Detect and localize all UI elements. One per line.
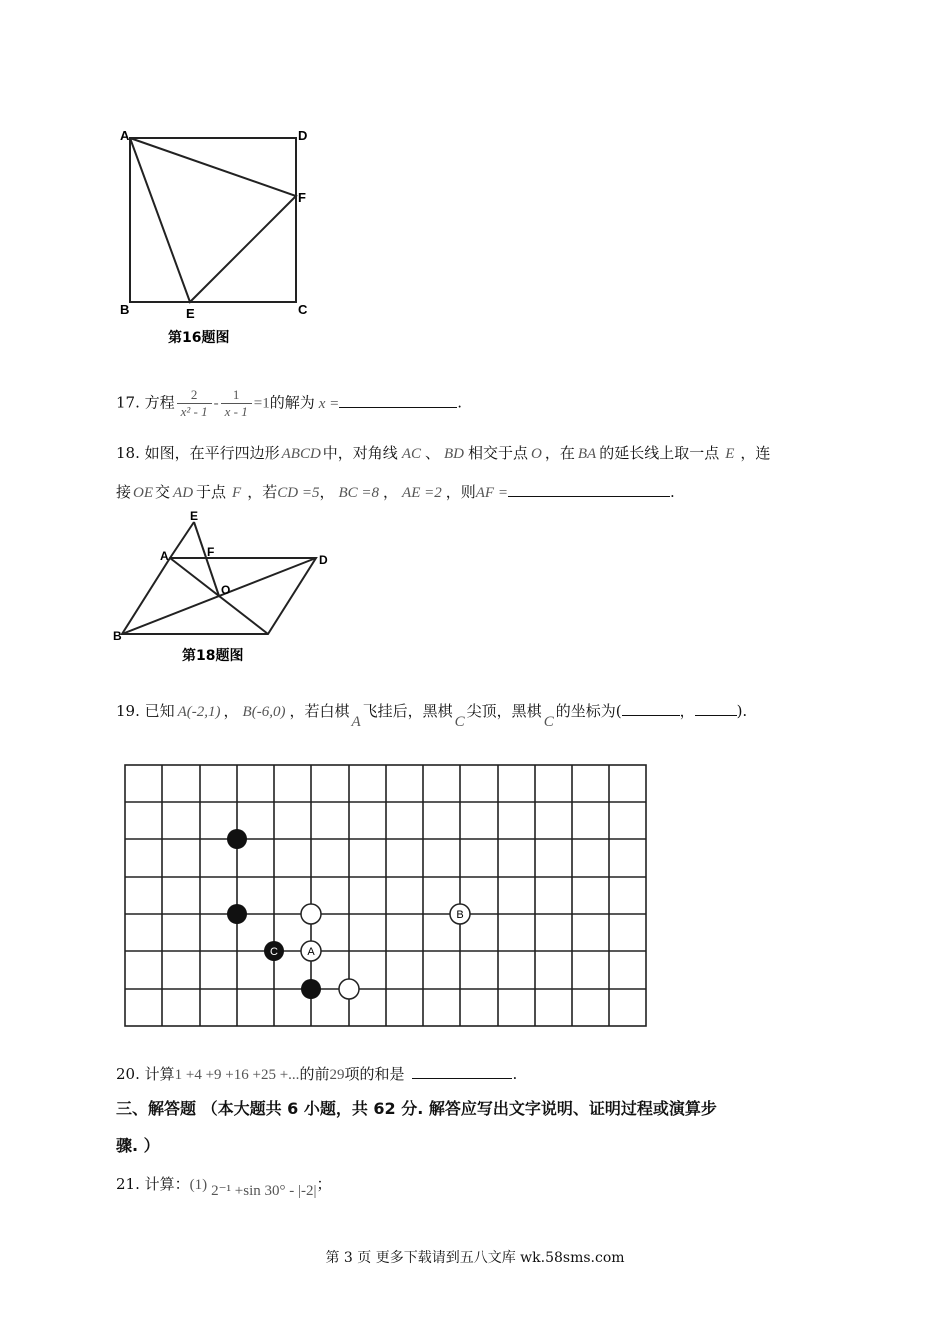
q19-point-b: B(-6,0)	[242, 704, 286, 720]
q17-var: x =	[318, 395, 340, 412]
fig18-label-a: A	[160, 549, 169, 563]
stone-c-label: C	[270, 946, 278, 958]
fig18-label-o: O	[221, 583, 231, 597]
q17-fraction-2: $\frac{1}{x - 1}$	[221, 387, 252, 420]
question-17: 17. 方程 $\frac{2}{\text{x² - 1}}$ - $\frac{1}{x - 1}$ =1的解为 x = .	[116, 387, 463, 419]
fig18-line-be	[170, 522, 194, 558]
q17-prefix: 17. 方程	[116, 393, 175, 412]
question-19: 19. 已知 A(-2,1) ， B(-6,0) ，若白棋A飞挂后，黑棋C尖顶，黑棋C的坐标为( ， ).	[116, 702, 748, 730]
fig16-label-b: B	[120, 302, 130, 317]
fig18-label-d: D	[319, 553, 328, 567]
q20-answer-blank[interactable]	[412, 1064, 512, 1079]
q20-expression: 1 +4 +9 +16 +25 +...	[174, 1067, 300, 1083]
fig16-caption: 第16题图	[168, 330, 230, 346]
figure-18	[110, 508, 340, 668]
black-stone	[227, 904, 247, 924]
stone-a-label: A	[307, 946, 315, 958]
q17-minus: -	[213, 395, 219, 412]
question-21: 21. 计算：(1) 2⁻¹ +sin 30° - |-2|；	[116, 1175, 332, 1199]
go-board	[120, 760, 654, 1030]
fig18-caption: 第18题图	[182, 648, 244, 664]
black-stone	[227, 829, 247, 849]
q18-answer-blank[interactable]	[508, 482, 670, 497]
fig18-label-f: F	[207, 545, 215, 559]
fig18-label-b: B	[113, 629, 122, 643]
question-18-line-2: 接 OE 交 AD 于点 F ，若CD =5， BC =8 ， AE =2 ，则AF = .	[116, 483, 675, 501]
q17-eq: =1	[253, 395, 270, 412]
page-footer: 第 3 页 更多下载请到五八文库 wk.58sms.com	[325, 1250, 625, 1266]
q19-answer-blank-y[interactable]	[695, 701, 737, 716]
figure-16	[110, 120, 320, 355]
fig16-label-d: D	[298, 128, 308, 143]
q17-answer-blank[interactable]	[339, 393, 457, 408]
q19-answer-blank-x[interactable]	[622, 701, 680, 716]
fig16-label-a: A	[120, 128, 130, 143]
q17-suffix: 的解为	[269, 393, 315, 412]
white-stone	[301, 904, 321, 924]
section-3-heading: 三、解答题 （本大题共 6 小题，共 62 分. 解答应写出文字说明、证明过程或演算步	[116, 1099, 717, 1118]
q17-fraction-1: $\frac{2}{\text{x² - 1}}$	[177, 387, 212, 420]
black-stone	[301, 979, 321, 999]
q21-expression: 2⁻¹ +sin 30° - |-2|	[211, 1183, 317, 1199]
stone-b-label: B	[456, 909, 464, 921]
question-18-line-1: 18. 如图，在平行四边形 ABCD 中，对角线 AC 、 BD 相交于点 O ，在 BA 的延长线上取一点 E ，连	[116, 444, 771, 462]
q19-point-a: A(-2,1)	[177, 704, 221, 720]
board-grid	[125, 765, 646, 1026]
fig16-triangle	[130, 138, 296, 302]
white-stone	[339, 979, 359, 999]
fig16-label-e: E	[186, 306, 195, 321]
question-20: 20. 计算1 +4 +9 +16 +25 +...的前29项的和是 .	[116, 1065, 518, 1083]
fig16-label-c: C	[298, 302, 308, 317]
section-3-heading-cont: 骤. ）	[116, 1136, 160, 1155]
fig18-label-e: E	[190, 509, 199, 523]
fig16-label-f: F	[298, 190, 306, 205]
